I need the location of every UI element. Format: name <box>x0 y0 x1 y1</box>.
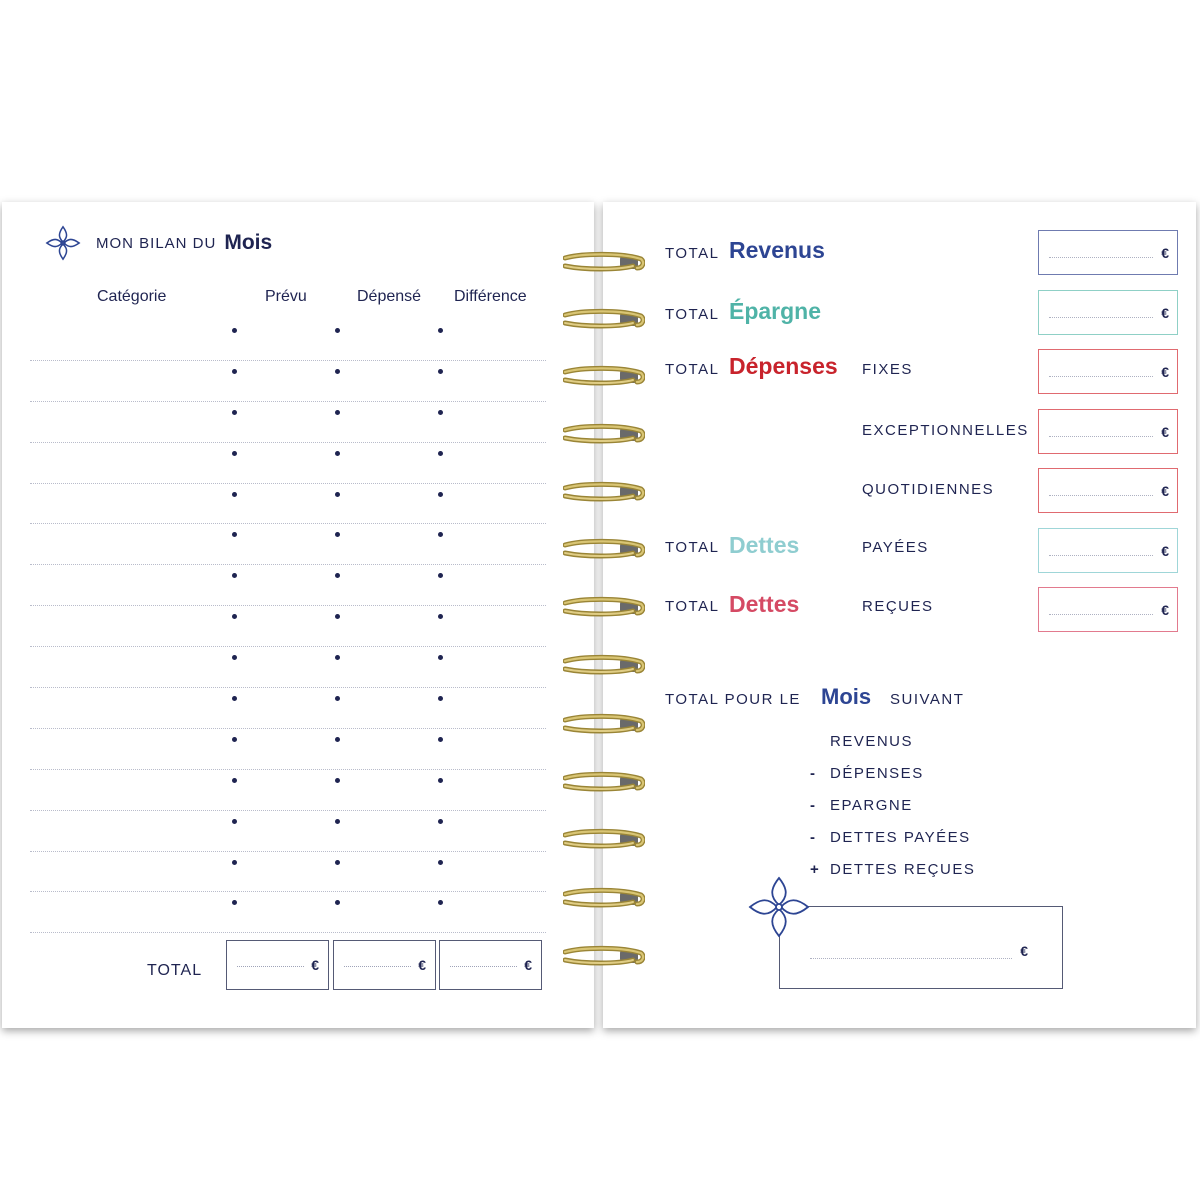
spiral-coil <box>563 423 645 445</box>
column-dot <box>335 573 340 578</box>
write-line <box>1049 317 1153 318</box>
dettes-recues-heading: Dettes <box>729 591 800 617</box>
write-line <box>810 958 1012 959</box>
flower-icon <box>44 224 82 262</box>
revenus-heading: Revenus <box>729 237 825 263</box>
column-dot <box>438 369 443 374</box>
budget-row[interactable] <box>30 443 546 484</box>
column-dot <box>438 573 443 578</box>
column-dot <box>232 573 237 578</box>
column-header-categorie: Catégorie <box>97 288 167 305</box>
euro-sign: € <box>418 957 426 973</box>
budget-rows <box>30 320 546 933</box>
write-line <box>1049 257 1153 258</box>
summary-op-minus: - <box>810 797 815 814</box>
flower-icon <box>746 874 812 940</box>
next-month-total-field[interactable] <box>779 906 1063 989</box>
budget-row[interactable] <box>30 811 546 852</box>
write-line <box>1049 376 1153 377</box>
quotidiennes-label: QUOTIDIENNES <box>862 481 995 498</box>
budget-row[interactable] <box>30 770 546 811</box>
euro-sign: € <box>524 957 532 973</box>
budget-row[interactable] <box>30 892 546 933</box>
euro-sign: € <box>1161 543 1169 559</box>
column-dot <box>438 614 443 619</box>
write-line <box>1049 555 1153 556</box>
column-dot <box>335 819 340 824</box>
column-dot <box>335 451 340 456</box>
column-dot <box>438 860 443 865</box>
spiral-coil <box>563 308 645 330</box>
depenses-fixes-field[interactable] <box>1038 349 1178 394</box>
page-header <box>44 224 272 262</box>
epargne-heading: Épargne <box>729 298 822 324</box>
depenses-quotidiennes-field[interactable] <box>1038 468 1178 513</box>
column-dot <box>232 492 237 497</box>
euro-sign: € <box>1161 483 1169 499</box>
column-header-depense: Dépensé <box>357 288 422 305</box>
column-dot <box>335 860 340 865</box>
euro-sign: € <box>1161 245 1169 261</box>
left-page <box>2 202 594 1028</box>
write-line <box>1049 614 1153 615</box>
column-dot <box>232 655 237 660</box>
next-month-prefix: TOTAL POUR LE <box>665 691 801 708</box>
depenses-exceptionnelles-field[interactable] <box>1038 409 1178 454</box>
column-header-difference: Différence <box>454 288 527 305</box>
spiral-coil <box>563 828 645 850</box>
spiral-coil <box>563 771 645 793</box>
column-dot <box>438 410 443 415</box>
spiral-coil <box>563 538 645 560</box>
fixes-label: FIXES <box>862 361 913 378</box>
euro-sign: € <box>311 957 319 973</box>
summary-item-epargne: EPARGNE <box>830 797 913 814</box>
summary-item-depenses: DÉPENSES <box>830 765 924 782</box>
column-dot <box>438 532 443 537</box>
dettes-recues-field[interactable] <box>1038 587 1178 632</box>
epargne-field[interactable] <box>1038 290 1178 335</box>
total-label: TOTAL <box>147 962 203 979</box>
column-dot <box>232 410 237 415</box>
column-dot <box>438 492 443 497</box>
total-difference-field[interactable] <box>439 940 542 990</box>
column-dot <box>335 900 340 905</box>
total-label: TOTAL <box>665 598 720 615</box>
column-dot <box>438 819 443 824</box>
write-line <box>1049 495 1153 496</box>
spiral-coil <box>563 251 645 273</box>
budget-row[interactable] <box>30 565 546 606</box>
write-line <box>1049 436 1153 437</box>
column-dot <box>335 532 340 537</box>
column-dot <box>232 532 237 537</box>
spiral-coil <box>563 365 645 387</box>
column-dot <box>335 737 340 742</box>
column-dot <box>335 655 340 660</box>
summary-op-plus: + <box>810 861 819 878</box>
depenses-heading: Dépenses <box>729 353 838 379</box>
summary-item-revenus: REVENUS <box>830 733 914 750</box>
budget-row[interactable] <box>30 524 546 565</box>
column-dot <box>335 614 340 619</box>
column-dot <box>438 900 443 905</box>
column-dot <box>232 900 237 905</box>
euro-sign: € <box>1161 305 1169 321</box>
payees-label: PAYÉES <box>862 539 929 556</box>
total-prevu-field[interactable] <box>226 940 329 990</box>
total-depense-field[interactable] <box>333 940 436 990</box>
total-label: TOTAL <box>665 306 720 323</box>
spiral-coil <box>563 481 645 503</box>
column-dot <box>438 655 443 660</box>
euro-sign: € <box>1020 943 1028 959</box>
revenus-field[interactable] <box>1038 230 1178 275</box>
column-dot <box>335 778 340 783</box>
column-dot <box>335 492 340 497</box>
page-title-prefix: MON BILAN DU <box>96 234 217 252</box>
budget-row[interactable] <box>30 688 546 729</box>
column-dot <box>232 451 237 456</box>
next-month-mois: Mois <box>821 684 872 709</box>
column-dot <box>438 328 443 333</box>
column-dot <box>232 819 237 824</box>
euro-sign: € <box>1161 602 1169 618</box>
column-dot <box>232 860 237 865</box>
summary-item-dettes-recues: DETTES REÇUES <box>830 861 976 878</box>
column-dot <box>335 410 340 415</box>
column-dot <box>335 369 340 374</box>
spiral-coil <box>563 596 645 618</box>
spiral-coil <box>563 887 645 909</box>
budget-row[interactable] <box>30 402 546 443</box>
spiral-coil <box>563 654 645 676</box>
page-title-mois: Mois <box>224 231 273 254</box>
summary-op-minus: - <box>810 765 815 782</box>
budget-row[interactable] <box>30 729 546 770</box>
column-dot <box>335 328 340 333</box>
summary-item-dettes-payees: DETTES PAYÉES <box>830 829 971 846</box>
column-dot <box>232 737 237 742</box>
total-label: TOTAL <box>665 361 720 378</box>
write-line <box>450 966 517 967</box>
column-dot <box>232 369 237 374</box>
dettes-payees-field[interactable] <box>1038 528 1178 573</box>
column-dot <box>232 778 237 783</box>
column-dot <box>232 328 237 333</box>
exceptionnelles-label: EXCEPTIONNELLES <box>862 422 1029 439</box>
column-dot <box>438 451 443 456</box>
spiral-coil <box>563 713 645 735</box>
euro-sign: € <box>1161 364 1169 380</box>
right-page <box>603 202 1196 1028</box>
column-dot <box>232 696 237 701</box>
column-dot <box>438 696 443 701</box>
write-line <box>344 966 411 967</box>
budget-row[interactable] <box>30 320 546 361</box>
column-header-prevu: Prévu <box>265 288 307 305</box>
total-label: TOTAL <box>665 245 720 262</box>
dettes-payees-heading: Dettes <box>729 532 800 558</box>
budget-row[interactable] <box>30 606 546 647</box>
total-label: TOTAL <box>665 539 720 556</box>
budget-row[interactable] <box>30 361 546 402</box>
budget-row[interactable] <box>30 484 546 525</box>
spiral-coil <box>563 945 645 967</box>
summary-op-minus: - <box>810 829 815 846</box>
column-dot <box>335 696 340 701</box>
write-line <box>237 966 304 967</box>
column-dot <box>438 737 443 742</box>
recues-label: REÇUES <box>862 598 934 615</box>
budget-row[interactable] <box>30 852 546 893</box>
budget-row[interactable] <box>30 647 546 688</box>
column-dot <box>232 614 237 619</box>
next-month-suffix: SUIVANT <box>890 691 965 708</box>
euro-sign: € <box>1161 424 1169 440</box>
column-dot <box>438 778 443 783</box>
